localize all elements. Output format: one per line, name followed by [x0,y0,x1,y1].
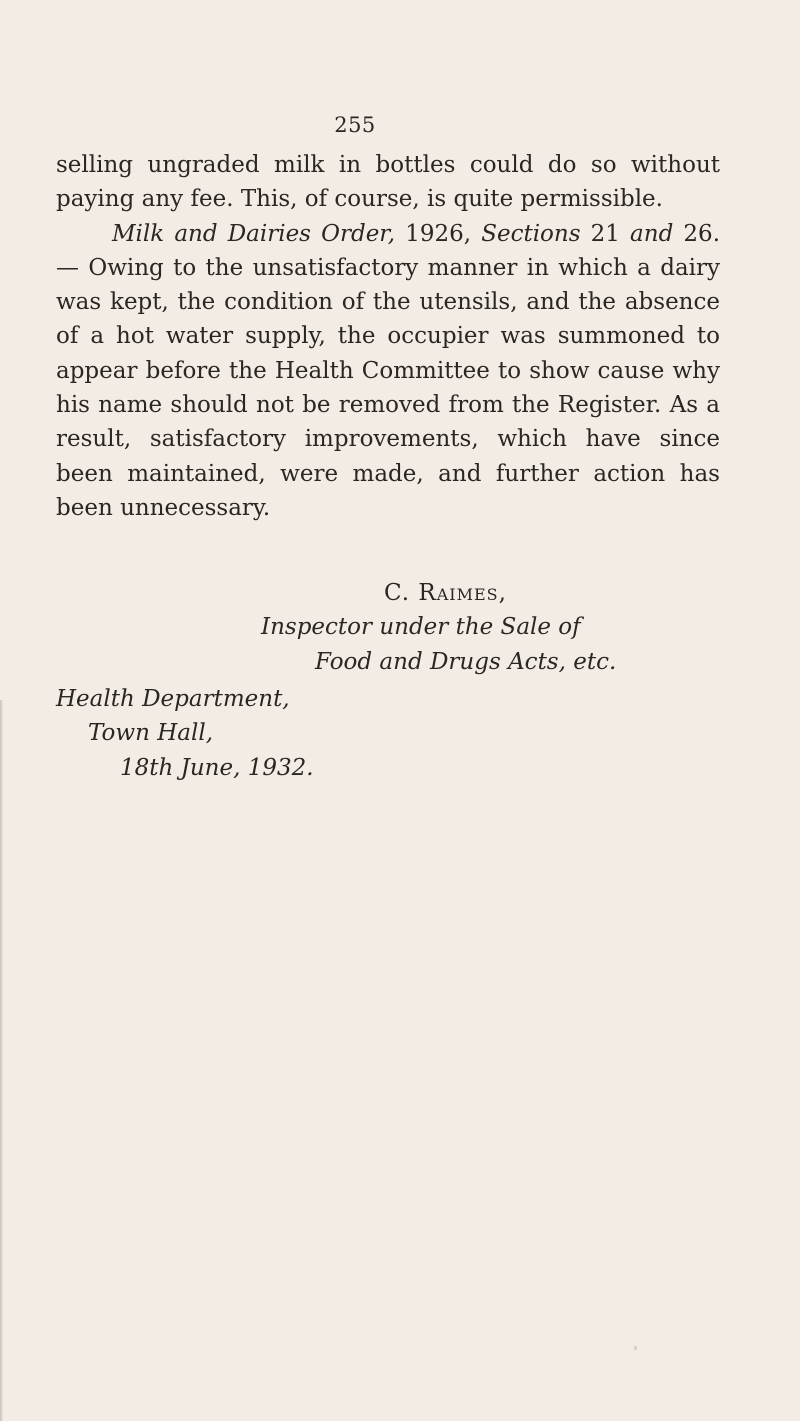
address-line-2: Town Hall, [88,720,214,746]
heading-plain-1: 1926, [395,220,482,247]
heading-plain-3: 26.— [56,220,721,281]
address-line-3: 18th June, 1932. [120,755,314,781]
paragraph-milk-dairies [56,217,720,526]
heading-italic-3: and [630,220,674,247]
paragraph-continuation: selling ungraded milk in bottles could do so without paying any fee. This, of course, is quite permissible. [56,152,720,213]
signature-title-line-1: Inspector under the Sale of [261,614,581,640]
page-number: 255 [334,113,376,137]
heading-italic-2: Sections [481,220,581,247]
page-edge-shadow [0,700,3,1421]
paper-speck [634,1346,637,1350]
heading-plain-2: 21 [580,220,631,247]
body-text [56,148,720,525]
signature-name: C. Raimes, [384,580,507,606]
address-line-1: Health Department, [56,686,290,712]
paragraph-body: Owing to the unsatisfactory manner in which a dairy was kept, the condition of the utensils, and the absence of a hot water supply, the occupier was summoned to appear before the Health Committee to show cause why his name should not be removed from the Register. As a result, satisfactory improvements, which have since been maintained, were made, and further action has been unnecessary. [56,254,720,521]
signature-title-line-2: Food and Drugs Acts, etc. [315,649,617,675]
heading-italic-1: Milk and Dairies Order, [112,220,396,247]
